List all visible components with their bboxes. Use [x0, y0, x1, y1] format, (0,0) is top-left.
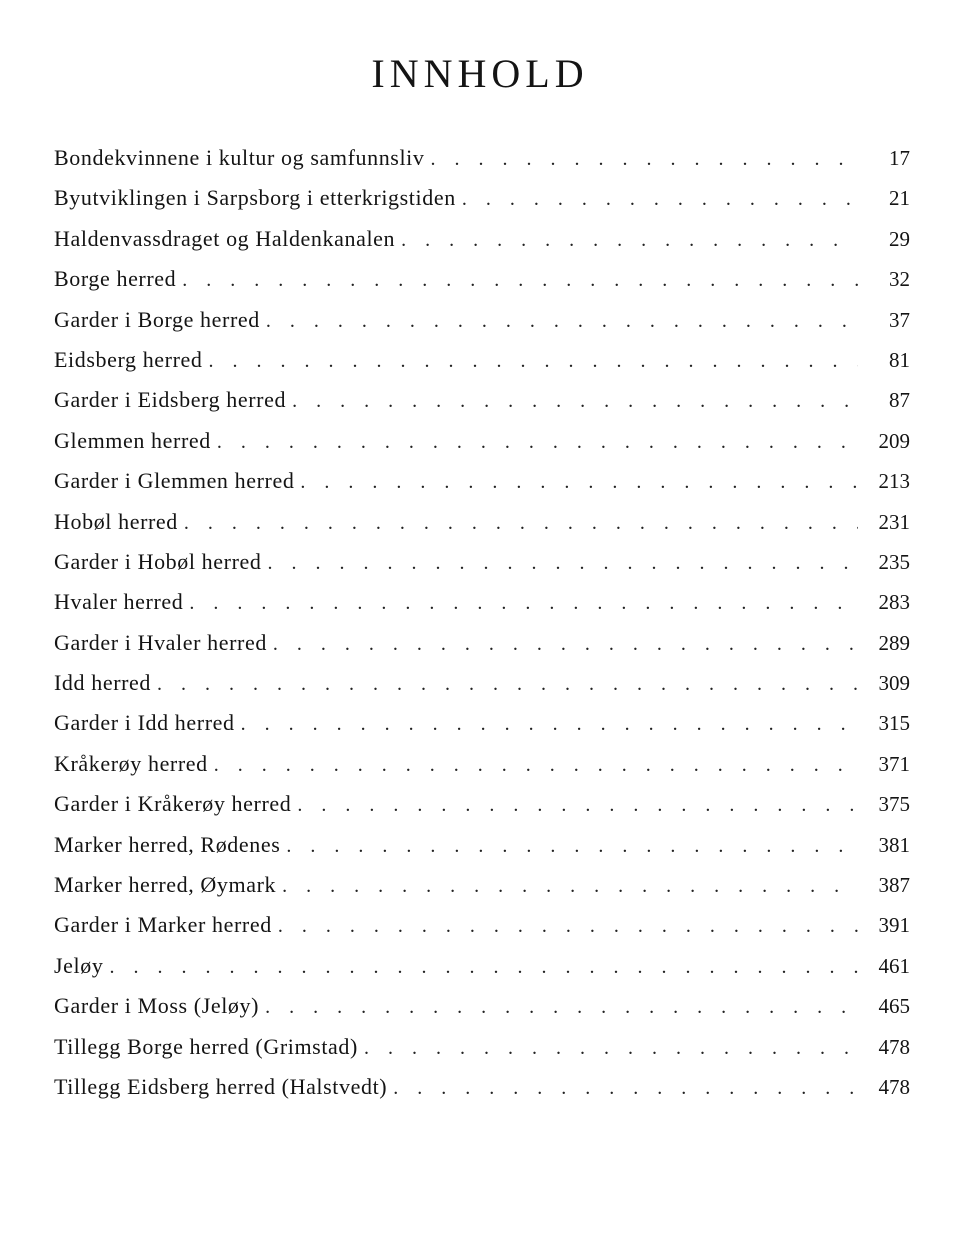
dot-leader: [300, 462, 858, 502]
toc-entry: [54, 219, 910, 259]
toc-entry-page: 29: [889, 226, 910, 251]
toc-entry-title: Hobøl herred: [54, 508, 178, 534]
toc-entry: [54, 461, 910, 501]
toc-entry-title: Garder i Borge herred: [54, 306, 260, 332]
toc-entry-page: 315: [878, 711, 910, 736]
dot-leader: [189, 583, 858, 623]
toc-entry-title: Eidsberg herred: [54, 346, 203, 372]
toc-entry-page: 289: [878, 630, 910, 655]
dot-leader: [282, 866, 858, 906]
toc-entry-page: 231: [878, 509, 910, 534]
dot-leader: [214, 745, 858, 785]
toc-entry-page: 391: [878, 913, 910, 938]
toc-entry-title: Idd herred: [54, 670, 152, 696]
toc-entry: [54, 623, 910, 663]
toc-entry-page: 375: [878, 792, 910, 817]
toc-entry-page: 478: [878, 1074, 910, 1099]
toc-entry-title: Glemmen herred: [54, 427, 211, 453]
toc-entry-title: Garder i Hobøl herred: [54, 548, 262, 574]
dot-leader: [217, 422, 858, 462]
dot-leader: [462, 179, 858, 219]
toc-entry: [54, 744, 910, 784]
toc-entry: [54, 421, 910, 461]
dot-leader: [273, 624, 858, 664]
dot-leader: [182, 260, 858, 300]
toc-entry-page: 461: [878, 953, 910, 978]
dot-leader: [364, 1028, 858, 1068]
dot-leader: [292, 381, 858, 421]
toc-entry: [54, 1067, 910, 1107]
toc-entry: [54, 300, 910, 340]
toc-entry: [54, 582, 910, 622]
dot-leader: [241, 704, 858, 744]
toc-entry-page: 309: [878, 671, 910, 696]
dot-leader: [209, 341, 859, 381]
toc-entry-title: Bondekvinnene i kultur og samfunnsliv: [54, 145, 425, 170]
toc-entry-title: Haldenvassdraget og Haldenkanalen: [54, 225, 396, 251]
toc-entry-title: Jeløy: [54, 952, 104, 978]
page-title: INNHOLD: [371, 51, 589, 96]
toc-entry: [54, 905, 910, 945]
toc-entry: [54, 986, 910, 1026]
toc-entry-page: 209: [878, 428, 910, 453]
toc-entry: [54, 380, 910, 420]
toc-entry-title: Hvaler herred: [54, 589, 184, 615]
dot-leader: [267, 543, 858, 583]
toc-entry-page: 21: [889, 186, 910, 211]
toc-entry-title: Kråkerøy herred: [54, 750, 208, 776]
toc-entry-title: Garder i Idd herred: [54, 710, 235, 736]
toc-entry: [54, 865, 910, 905]
toc-entry-title: Garder i Kråkerøy herred: [54, 791, 292, 817]
toc-entry-page: 32: [889, 267, 910, 292]
toc-entry: [54, 784, 910, 824]
toc-entry-title: Garder i Eidsberg herred: [54, 387, 287, 413]
table-of-contents: [54, 138, 910, 1107]
toc-entry-title: Garder i Hvaler herred: [54, 629, 267, 655]
dot-leader: [286, 826, 858, 866]
toc-entry-page: 235: [878, 549, 910, 574]
dot-leader: [265, 987, 858, 1027]
toc-entry: [54, 663, 910, 703]
toc-entry: [54, 138, 910, 178]
toc-entry-page: 478: [878, 1034, 910, 1059]
dot-leader: [431, 139, 859, 179]
toc-entry: [54, 703, 910, 743]
toc-entry-page: 37: [889, 307, 910, 332]
toc-entry: [54, 1027, 910, 1067]
toc-entry-page: 381: [878, 832, 910, 857]
toc-entry-title: Borge herred: [54, 266, 177, 292]
dot-leader: [157, 664, 858, 704]
toc-entry-title: Garder i Marker herred: [54, 912, 272, 938]
toc-entry-page: 283: [878, 590, 910, 615]
toc-entry-title: Marker herred, Øymark: [54, 872, 277, 898]
dot-leader: [401, 220, 858, 260]
toc-entry: [54, 946, 910, 986]
toc-entry-page: 465: [878, 994, 910, 1019]
toc-entry-page: 87: [889, 388, 910, 413]
toc-entry-page: 387: [878, 873, 910, 898]
dot-leader: [266, 301, 858, 341]
toc-entry-title: Marker herred, Rødenes: [54, 831, 281, 857]
toc-entry-title: Tillegg Eidsberg herred (Halstvedt): [54, 1073, 388, 1099]
toc-entry-title: Tillegg Borge herred (Grimstad): [54, 1033, 358, 1059]
toc-entry: [54, 502, 910, 542]
toc-entry-page: 213: [878, 469, 910, 494]
toc-entry: [54, 825, 910, 865]
dot-leader: [393, 1068, 858, 1108]
dot-leader: [297, 785, 858, 825]
toc-entry-title: Byutviklingen i Sarpsborg i etterkrigstiden: [54, 185, 456, 211]
toc-entry-page: 17: [889, 146, 910, 170]
toc-entry-page: 81: [889, 347, 910, 372]
dot-leader: [278, 906, 858, 946]
toc-entry: [54, 259, 910, 299]
toc-entry: [54, 178, 910, 218]
toc-entry-title: Garder i Moss (Jeløy): [54, 993, 260, 1019]
dot-leader: [109, 947, 858, 987]
toc-entry: [54, 542, 910, 582]
toc-entry-page: 371: [878, 751, 910, 776]
toc-entry-title: Garder i Glemmen herred: [54, 468, 295, 494]
dot-leader: [184, 503, 858, 543]
toc-entry: [54, 340, 910, 380]
